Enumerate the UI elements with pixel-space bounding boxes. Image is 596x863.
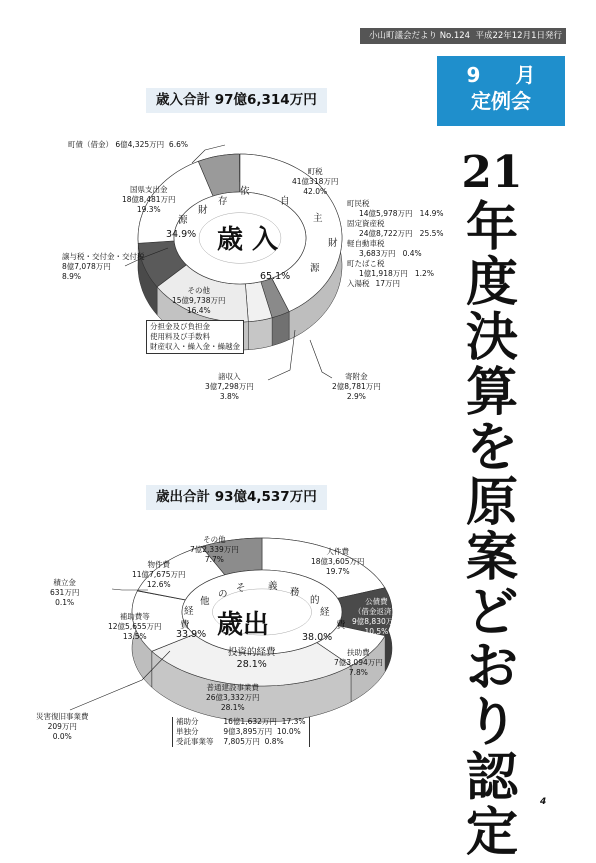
ring-obligatory-1: 義	[268, 578, 278, 592]
publication-date: 平成22年12月1日発行	[475, 31, 562, 41]
session-name: 定例会	[437, 88, 565, 114]
ring-obligatory-2: 務	[290, 584, 300, 598]
session-month: 9 月	[437, 62, 565, 88]
tax-breakdown-amount: 3,683万円 0.4%	[347, 249, 444, 259]
tax-breakdown-name: 入湯税	[347, 279, 370, 288]
ring-dependent-4: 源	[178, 212, 188, 226]
ring-independent-3: 財	[328, 235, 338, 249]
headline-char: 年	[452, 200, 532, 255]
construction-breakdown-row: 補助分 16億1,632万円 17.3%	[176, 717, 306, 727]
revenue-total: 歳入合計 97億6,314万円	[146, 88, 327, 113]
label-supplies: 物件費 11億7,675万円 12.6%	[132, 560, 186, 590]
ring-other-5: 費	[180, 617, 190, 631]
construction-breakdown-row: 単独分 9億3,895万円 10.0%	[176, 727, 306, 737]
label-disaster: 災害復旧事業費 209万円 0.0%	[36, 712, 89, 742]
ring-other-2: の	[218, 586, 228, 600]
ring-other-1: そ	[236, 580, 246, 594]
tax-breakdown-name: 町たばこ税	[347, 259, 444, 269]
dependent-pct: 34.9%	[166, 229, 196, 241]
label-debt: 公債費 （借金返済） 9億8,830万円 10.5%	[352, 597, 401, 637]
headline-char: お	[452, 640, 532, 695]
ring-obligatory-5: 費	[336, 617, 346, 631]
headline-char: り	[452, 695, 532, 750]
obligatory-pct: 38.0%	[302, 632, 332, 644]
ring-dependent-2: 存	[218, 193, 228, 207]
ring-obligatory-4: 経	[320, 604, 330, 618]
headline-char: を	[452, 420, 532, 475]
ring-other-3: 他	[200, 593, 210, 607]
headline-char: 定	[452, 805, 532, 860]
headline-char: 原	[452, 475, 532, 530]
slice-side-carryover	[248, 318, 272, 350]
tax-breakdown-amount: 17万円	[370, 279, 401, 288]
headline-char: 度	[452, 255, 532, 310]
independent-pct: 65.1%	[260, 271, 290, 283]
label-misc-revenue: 諸収入 3億7,298万円 3.8%	[205, 372, 254, 402]
tax-breakdown-name: 町民税	[347, 199, 444, 209]
headline-char: 21	[452, 145, 532, 200]
label-subsidy: 補助費等 12億5,655万円 13.5%	[108, 612, 162, 642]
headline-char: 認	[452, 750, 532, 805]
label-donation: 寄附金 2億8,781万円 2.9%	[332, 372, 381, 402]
label-town-bond: 町債（借金） 6億4,325万円 6.6%	[68, 140, 188, 150]
other-exp-pct: 33.9%	[176, 629, 206, 641]
construction-breakdown-row: 受託事業等 7,805万円 0.8%	[176, 737, 306, 747]
ring-dependent-1: 依	[240, 183, 250, 197]
ring-independent-4: 源	[310, 260, 320, 274]
label-other-exp: その他 7億2,339万円 7.7%	[190, 535, 239, 565]
page-number: 4	[540, 797, 546, 807]
headline-char: ど	[452, 585, 532, 640]
ring-obligatory-3: 的	[310, 592, 320, 606]
ring-other-4: 経	[184, 603, 194, 617]
headline-char: 算	[452, 365, 532, 420]
label-reserve: 積立金 631万円 0.1%	[50, 578, 79, 608]
ring-independent-1: 自	[280, 193, 290, 207]
tax-breakdown-amount: 14億5,978万円 14.9%	[347, 209, 444, 219]
tax-breakdown-amount: 1億1,918万円 1.2%	[347, 269, 444, 279]
label-transfer: 譲与税・交付金・交付税 8億7,078万円 8.9%	[62, 252, 145, 282]
construction-breakdown	[172, 717, 310, 747]
label-construction: 普通建設事業費 26億3,332万円 28.1%	[206, 683, 260, 713]
investment-label: 投資的経費 28.1%	[228, 647, 276, 671]
label-town-tax: 町税 41億318万円 42.0%	[292, 167, 338, 197]
revenue-center-label: 歳 入	[217, 219, 278, 256]
tax-breakdown-name: 固定資産税	[347, 219, 444, 229]
expenditure-total: 歳出合計 93億4,537万円	[146, 485, 327, 510]
expenditure-center-label: 歳出	[217, 604, 269, 641]
publication-name: 小山町議会だより No.124	[369, 31, 470, 41]
headline-char: 案	[452, 530, 532, 585]
label-prefecture: 国県支出金 18億8,481万円 19.3%	[122, 185, 176, 215]
ring-independent-2: 主	[313, 210, 323, 224]
headline-char: 決	[452, 310, 532, 365]
label-other-revenue: その他 15億9,738万円 16.4%	[172, 286, 226, 316]
tax-breakdown-name: 軽自動車税	[347, 239, 444, 249]
label-personnel: 人件費 18億3,605万円 19.7%	[311, 547, 365, 577]
tax-breakdown-amount: 24億8,722万円 25.5%	[347, 229, 444, 239]
tax-breakdown	[347, 199, 444, 289]
other-revenue-detail: 分担金及び負担金 使用料及び手数料 財産収入・繰入金・繰越金	[146, 320, 244, 354]
label-aid: 扶助費 7億3,094万円 7.8%	[334, 648, 383, 678]
ring-dependent-3: 財	[198, 202, 208, 216]
